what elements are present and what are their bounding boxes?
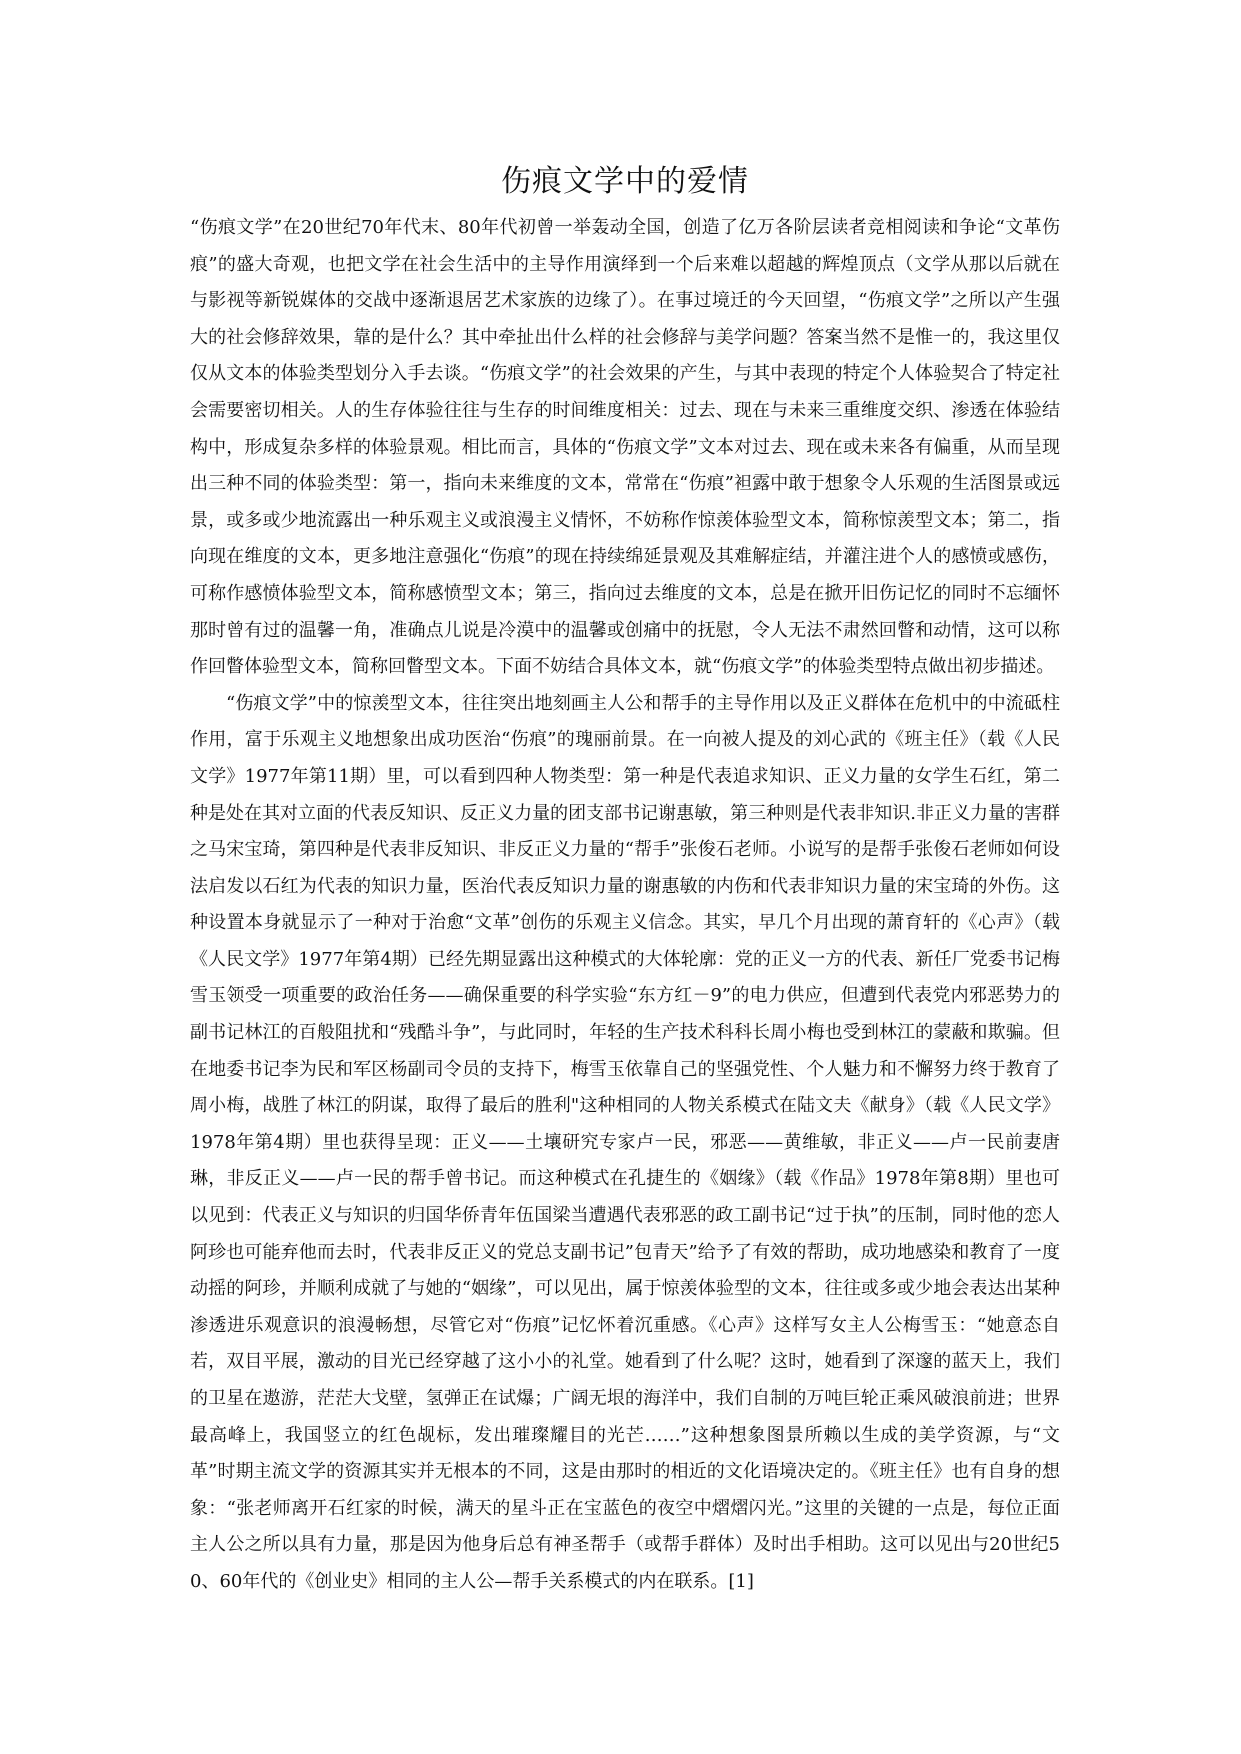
- paragraph-1: “伤痕文学”在20世纪70年代末、80年代初曾一举轰动全国，创造了亿万各阶层读者竞相阅读和争论“文革伤痕”的盛大奇观，也把文学在社会生活中的主导作用演绎到一个后来难以超越的辉煌顶点（文学从那以后就在与影视等新锐媒体的交战中逐渐退居艺术家族的边缘了）。在事过境迁的今天回望，“伤痕文学”之所以产生强大的社会修辞效果，靠的是什么？其中牵扯出什么样的社会修辞与美学问题？答案当然不是惟一的，我这里仅仅从文本的体验类型划分入手去谈。“伤痕文学”的社会效果的产生，与其中表现的特定个人体验契合了特定社会需要密切相关。人的生存体验往往与生存的时间维度相关：过去、现在与未来三重维度交织、渗透在体验结构中，形成复杂多样的体验景观。相比而言，具体的“伤痕文学”文本对过去、现在或未来各有偏重，从而呈现出三种不同的体验类型：第一，指向未来维度的文本，常常在“伤痕”袒露中敢于想象令人乐观的生活图景或远景，或多或少地流露出一种乐观主义或浪漫主义情怀，不妨称作惊羡体验型文本，简称惊羡型文本；第二，指向现在维度的文本，更多地注意强化“伤痕”的现在持续绵延景观及其难解症结，并灌注进个人的感愤或感伤，可称作感愤体验型文本，简称感愤型文本；第三，指向过去维度的文本，总是在掀开旧伤记忆的同时不忘缅怀那时曾有过的温馨一角，准确点儿说是冷漠中的温馨或创痛中的抚慰，令人无法不肃然回瞥和动情，这可以称作回瞥体验型文本，简称回瞥型文本。下面不妨结合具体文本，就“伤痕文学”的体验类型特点做出初步描述。: [190, 217, 1060, 678]
- paragraph-2: “伤痕文学”中的惊羡型文本，往往突出地刻画主人公和帮手的主导作用以及正义群体在危机中的中流砥柱作用，富于乐观主义地想象出成功医治“伤痕”的瑰丽前景。在一向被人提及的刘心武的《班主任》（载《人民文学》1977年第11期）里，可以看到四种人物类型：第一种是代表追求知识、正义力量的女学生石红，第二种是处在其对立面的代表反知识、反正义力量的团支部书记谢惠敏，第三种则是代表非知识.非正义力量的害群之马宋宝琦，第四种是代表非反知识、非反正义力量的“帮手”张俊石老师。小说写的是帮手张俊石老师如何设法启发以石红为代表的知识力量，医治代表反知识力量的谢惠敏的内伤和代表非知识力量的宋宝琦的外伤。这种设置本身就显示了一种对于治愈“文革”创伤的乐观主义信念。其实，早几个月出现的萧育轩的《心声》（载《人民文学》1977年第4期）已经先期显露出这种模式的大体轮廓：党的正义一方的代表、新任厂党委书记梅雪玉领受一项重要的政治任务——确保重要的科学实验“东方红－9”的电力供应，但遭到代表党内邪恶势力的副书记林江的百般阻扰和“残酷斗争”，与此同时，年轻的生产技术科科长周小梅也受到林江的蒙蔽和欺骗。但在地委书记李为民和军区杨副司令员的支持下，梅雪玉依靠自己的坚强党性、个人魅力和不懈努力终于教育了周小梅，战胜了林江的阴谋，取得了最后的胜利"这种相同的人物关系模式在陆文夫《献身》（载《人民文学》1978年第4期）里也获得呈现：正义——土壤研究专家卢一民，邪恶——黄维敏，非正义——卢一民前妻唐琳，非反正义——卢一民的帮手曾书记。而这种模式在孔捷生的《姻缘》（载《作品》1978年第8期）里也可以见到：代表正义与知识的归国华侨青年伍国梁当遭遇代表邪恶的政工副书记“过于执”的压制，同时他的恋人阿珍也可能弃他而去时，代表非反正义的党总支副书记”包青天”给予了有效的帮助，成功地感染和教育了一度动摇的阿珍，并顺利成就了与她的“姻缘”，可以见出，属于惊羡体验型的文本，往往或多或少地会表达出某种渗透进乐观意识的浪漫畅想，尽管它对“伤痕”记忆怀着沉重感。《心声》这样写女主人公梅雪玉：“她意态自若，双目平展，激动的目光已经穿越了这小小的礼堂。她看到了什么呢？这时，她看到了深邃的蓝天上，我们的卫星在遨游，茫茫大戈壁，氢弹正在试爆；广阔无垠的海洋中，我们自制的万吨巨轮正乘风破浪前进；世界最高峰上，我国竖立的红色觇标，发出璀璨耀目的光芒……”这种想象图景所赖以生成的美学资源，与“文革”时期主流文学的资源其实并无根本的不同，这是由那时的相近的文化语境决定的。《班主任》也有自身的想象：“张老师离开石红家的时候，满天的星斗正在宝蓝色的夜空中熠熠闪光。”这里的关键的一点是，每位正面主人公之所以具有力量，那是因为他身后总有神圣帮手（或帮手群体）及时出手相助。这可以见出与20世纪50、60年代的《创业史》相同的主人公—帮手关系模式的内在联系。[1]: [190, 692, 1060, 1592]
- document-page: [190, 160, 1060, 1601]
- document-title: 伤痕文学中的爱情: [501, 164, 749, 199]
